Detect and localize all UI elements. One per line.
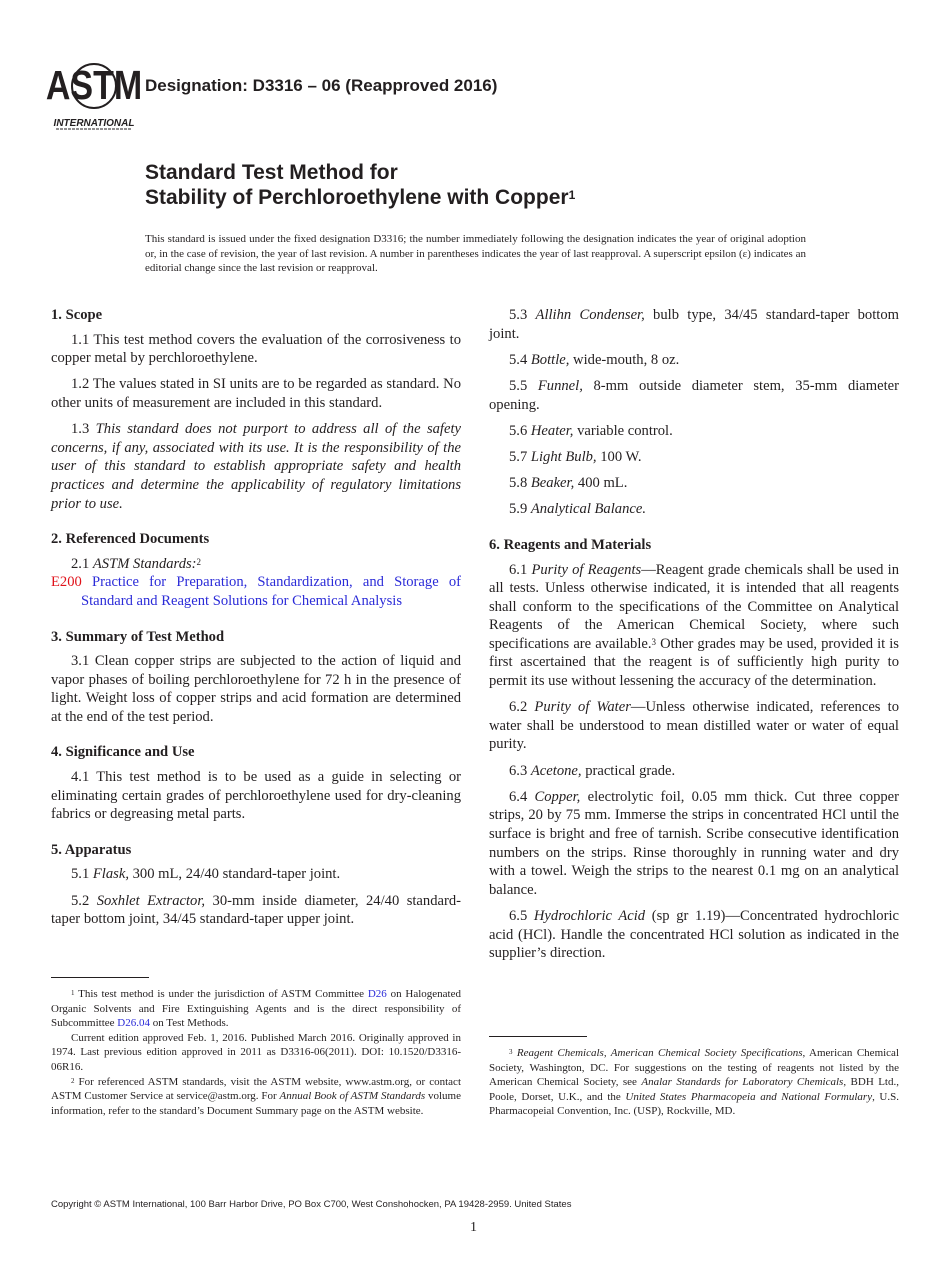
footnote-italic: Analar Standards for Laboratory Chemicals	[641, 1076, 844, 1089]
paragraph-number: 6.3	[509, 762, 531, 779]
footnote-text: , American Chemical Society, Washington, DC. For suggestions on the testing of reagents not listed by the American Chemical Society, see	[489, 1047, 899, 1089]
item-name: Soxhlet Extractor,	[96, 892, 206, 909]
item-desc: variable control.	[573, 422, 673, 439]
abstract: This standard is issued under the fixed designation D3316; the number immediately following the designation indicates the year of original adoption or, in the case of revision, the year of last revision. A number in parentheses indicates the year of last reapproval. A superscript epsilon (ε) indicates an editorial change since the last revision or reapproval.	[145, 233, 806, 275]
section-reagents	[489, 536, 899, 963]
apparatus-item	[489, 422, 899, 441]
footnote-number: 2	[71, 1076, 75, 1085]
paragraph: 1.1 This test method covers the evaluation of the corrosiveness to copper metal by perchloroethylene.	[51, 331, 461, 367]
footnote-italic: United States Pharmacopeia and National Formulary	[625, 1090, 873, 1103]
paragraph	[489, 698, 899, 754]
footnote-italic: Reagent Chemicals, American Chemical Society Specifications	[512, 1047, 803, 1059]
section-heading: 4. Significance and Use	[51, 744, 195, 761]
section-heading: 2. Referenced Documents	[51, 531, 210, 548]
footnote-3	[489, 1046, 899, 1119]
apparatus-item	[489, 306, 899, 343]
item-desc: bulb type, 34/45 standard-taper bottom joint.	[489, 307, 899, 342]
page-title	[145, 160, 575, 210]
footnote-text: volume information, refer to the standard’s Document Summary page on the ASTM website.	[51, 1090, 461, 1117]
footnotes-left	[51, 987, 461, 1118]
svg-text:INTERNATIONAL: INTERNATIONAL	[53, 118, 135, 129]
footnote-number: 3	[509, 1048, 513, 1056]
item-name: Heater,	[530, 422, 574, 439]
item-name: Purity of Water	[534, 699, 631, 716]
paragraph-number: 6.1	[509, 561, 532, 578]
paragraph-text: practical grade.	[581, 762, 676, 779]
paragraph-number: 5.1	[71, 866, 93, 883]
apparatus-item	[489, 377, 899, 414]
paragraph-number: 5.6	[509, 422, 531, 439]
designation: Designation: D3316 – 06 (Reapproved 2016)	[145, 76, 498, 95]
section-referenced-documents	[51, 530, 461, 610]
section-scope	[51, 306, 461, 513]
apparatus-item	[51, 892, 461, 929]
subcommittee-link[interactable]: D26.04	[117, 1017, 150, 1030]
paragraph: 3.1 Clean copper strips are subjected to the action of liquid and vapor phases of boiling perchloroethylene for 72 h in the presence of light. Weight loss of copper strips and acid formation are determined at the end of the test period.	[51, 653, 461, 725]
paragraph-text: electrolytic foil, 0.05 mm thick. Cut three copper strips, 20 by 75 mm. Immerse the strips in concentrated HCl until the surface is bright and free of tarnish. Scribe consecutive identification numbers on the strips. Rinse thoroughly in running water and dry with a towel. Weigh the strips to the nearest 0.1 mg on an analytical balance.	[489, 788, 899, 898]
section-heading: 6. Reagents and Materials	[489, 536, 652, 553]
paragraph-number: 5.5	[509, 377, 538, 394]
section-summary	[51, 628, 461, 727]
reference-code[interactable]: E200	[51, 574, 82, 591]
apparatus-item	[489, 500, 899, 519]
copyright: Copyright © ASTM International, 100 Barr Harbor Drive, PO Box C700, West Conshohocken, PA 19428-2959. United States	[51, 1199, 572, 1210]
apparatus-item	[51, 865, 461, 884]
footnotes-right	[489, 1046, 899, 1119]
title-footnote-ref: 1	[568, 188, 576, 202]
astm-logo	[45, 56, 143, 132]
item-desc: wide-mouth, 8 oz.	[569, 351, 680, 368]
footnote-edition: Current edition approved Feb. 1, 2016. Published March 2016. Originally approved in 1974. Last previous edition approved in 2011 as D3316-06(2011). DOI: 10.1520/D3316-06R16.	[51, 1031, 461, 1073]
item-desc: 400 mL.	[574, 475, 628, 492]
section-heading: 3. Summary of Test Method	[51, 628, 225, 645]
footnote-text: For referenced ASTM standards, visit the ASTM website, www.astm.org, or contact ASTM Customer Service at service@astm.org. For	[51, 1075, 461, 1103]
item-name: Beaker,	[530, 475, 575, 492]
paragraph	[489, 907, 899, 963]
item-name: Acetone,	[530, 762, 582, 779]
reference-link[interactable]	[51, 573, 461, 610]
paragraph-text: Other grades may be used, provided it is first ascertained that the reagent is of sufficiently high purity to permit its use without lessening the accuracy of the determination.	[489, 635, 899, 690]
item-name: Light Bulb,	[530, 448, 597, 465]
svg-text:ASTM: ASTM	[45, 62, 143, 108]
paragraph-number: 5.4	[509, 351, 531, 368]
item-name: Purity of Reagents	[531, 561, 642, 578]
item-name: Allihn Condenser,	[535, 307, 645, 323]
footnote-divider	[489, 1036, 587, 1037]
footnote-text: on Test Methods.	[150, 1017, 229, 1030]
footnote-text: This test method is under the jurisdiction of ASTM Committee	[74, 988, 368, 1000]
section-heading: 1. Scope	[51, 307, 103, 323]
paragraph	[489, 762, 899, 781]
section-apparatus	[51, 841, 461, 929]
footnote-ref: 3	[651, 636, 657, 647]
footnote-1	[51, 987, 461, 1031]
paragraph-number: 5.2	[71, 892, 97, 909]
item-name: Funnel,	[537, 377, 583, 394]
paragraph-number: 6.2	[509, 699, 535, 716]
paragraph-number: 1.3	[71, 421, 96, 438]
paragraph-text: (sp gr 1.19)—Concentrated hydrochloric acid (HCl). Handle the concentrated HCl solution as indicated in the supplier’s direction.	[489, 907, 899, 962]
paragraph-number: 2.1	[71, 555, 93, 572]
reference-title[interactable]: Practice for Preparation, Standardization, and Storage of Standard and Reagent Solutions for Chemical Analysis	[81, 574, 461, 609]
apparatus-item	[489, 474, 899, 493]
footnote-text: on Halogenated Organic Solvents and Fire Extinguishing Agents and is the direct responsibility of Subcommittee	[51, 988, 461, 1030]
footnote-text: , U.S. Pharmacopeial Convention, Inc. (USP), Rockville, MD.	[489, 1090, 899, 1118]
paragraph: 1.2 The values stated in SI units are to be regarded as standard. No other units of measurement are included in this standard.	[51, 376, 461, 411]
section-apparatus-continued	[489, 306, 899, 519]
left-column	[51, 306, 461, 946]
item-desc: 100 W.	[596, 448, 642, 465]
paragraph-text: —Reagent grade chemicals shall be used in all tests. Unless otherwise indicated, it is intended that all reagents shall conform to the specifications of the Committee on Analytical Reagents of the American Chemical Society, where such specifications are available.	[489, 561, 900, 652]
footnote-2	[51, 1075, 461, 1119]
apparatus-item	[489, 351, 899, 370]
right-column	[489, 306, 899, 980]
item-name: Analytical Balance.	[530, 501, 646, 518]
paragraph-number: 6.4	[509, 788, 535, 805]
title-line-2: Stability of Perchloroethylene with Copper	[145, 186, 569, 209]
section-heading: 5. Apparatus	[51, 841, 132, 858]
paragraph-number: 5.3	[509, 307, 536, 323]
footnote-number: 1	[71, 989, 75, 997]
item-name: Copper,	[534, 788, 581, 805]
paragraph-text: —Unless otherwise indicated, references to water shall be understood to mean distilled water or water of equal purity.	[489, 699, 899, 753]
paragraph-number: 6.5	[509, 907, 534, 924]
paragraph	[51, 555, 461, 574]
apparatus-item	[489, 448, 899, 467]
safety-caveat: This standard does not purport to address all of the safety concerns, if any, associated with its use. It is the responsibility of the user of this standard to establish appropriate safety and health practices and determine the applicability of regulatory limitations prior to use.	[51, 421, 461, 512]
paragraph	[489, 561, 899, 691]
section-significance	[51, 743, 461, 823]
paragraph	[489, 788, 899, 900]
paragraph-number: 5.7	[509, 448, 531, 465]
paragraph	[51, 420, 461, 513]
paragraph: 4.1 This test method is to be used as a guide in selecting or eliminating certain grades of perchloroethylene used for dry-cleaning fabrics or degreasing metal parts.	[51, 769, 461, 823]
item-name: Bottle,	[530, 351, 570, 368]
paragraph-number: 5.9	[509, 501, 531, 518]
footnote-italic: Annual Book of ASTM Standards	[279, 1090, 426, 1103]
paragraph-number: 5.8	[509, 475, 531, 492]
title-line-1: Standard Test Method for	[145, 161, 398, 184]
item-desc: 8-mm outside diameter stem, 35-mm diameter opening.	[489, 377, 900, 413]
item-name: Flask,	[92, 866, 129, 883]
committee-link[interactable]: D26	[367, 988, 387, 1000]
item-desc: 300 mL, 24/40 standard-taper joint.	[128, 866, 341, 883]
item-desc: 30-mm inside diameter, 24/40 standard-taper bottom joint, 34/45 standard-taper upper joint.	[51, 892, 461, 928]
item-name: Hydrochloric Acid	[533, 907, 646, 924]
footnote-ref: 2	[196, 556, 202, 567]
page-number: 1	[470, 1220, 477, 1235]
footnote-divider	[51, 977, 149, 978]
footnote-text: , BDH Ltd., Poole, Dorset, U.K., and the	[489, 1076, 899, 1103]
label: ASTM Standards:	[92, 555, 197, 572]
